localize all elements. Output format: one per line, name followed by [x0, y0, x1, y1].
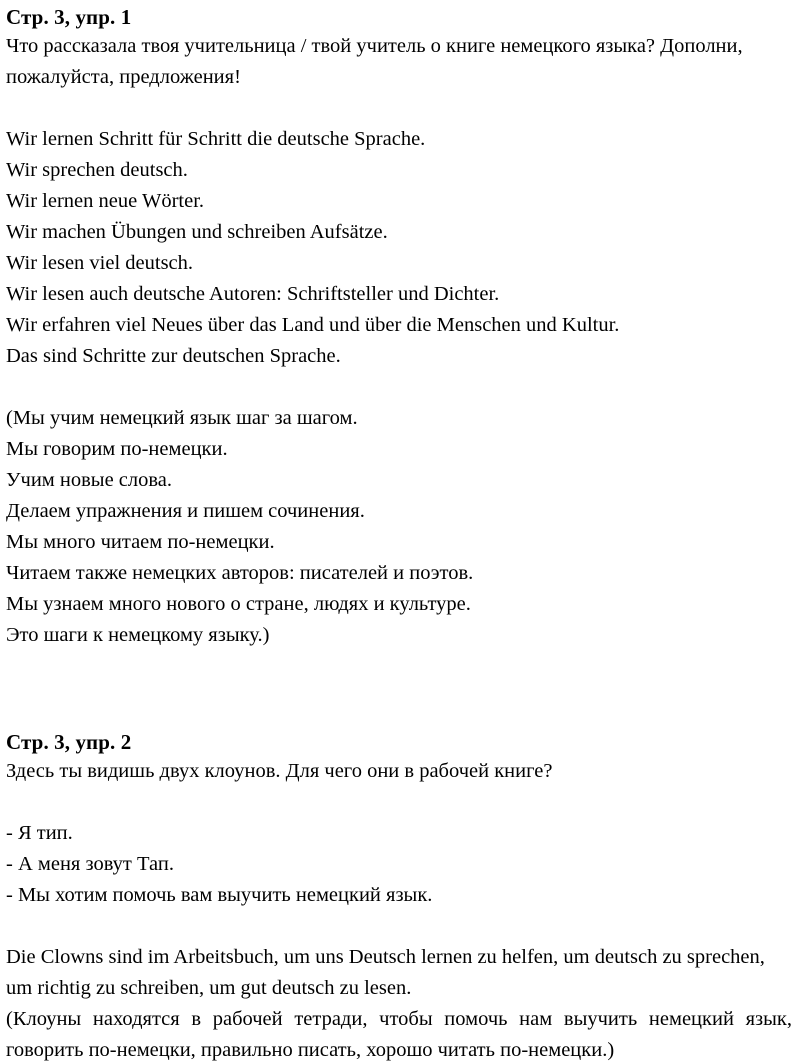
exercise-2-heading: Стр. 3, упр. 2 [6, 730, 132, 754]
german-line: Das sind Schritte zur deutschen Sprache. [6, 345, 341, 367]
german-line: Wir lesen viel deutsch. [6, 252, 194, 274]
russian-line: (Мы учим немецкий язык шаг за шагом. [6, 407, 358, 429]
spacer [6, 93, 792, 124]
german-line: Wir lernen neue Wörter. [6, 190, 205, 212]
spacer [6, 911, 792, 942]
section-spacer [6, 651, 792, 713]
russian-line: Это шаги к немецкому языку.) [6, 624, 270, 646]
russian-line: Делаем упражнения и пишем сочинения. [6, 500, 365, 522]
section-spacer [6, 713, 792, 729]
german-line: Wir machen Übungen und schreiben Aufsätze. [6, 221, 388, 243]
german-line: Wir erfahren viel Neues über das Land und über die Menschen und Kultur. [6, 314, 620, 336]
german-line: Wir sprechen deutsch. [6, 159, 188, 181]
exercise-2-prompt: Здесь ты видишь двух клоунов. Для чего они в рабочей книге? [6, 760, 553, 782]
german-line: Wir lesen auch deutsche Autoren: Schriftsteller und Dichter. [6, 283, 500, 305]
exercise-2-russian-paragraph: (Клоуны находятся в рабочей тетради, чтобы помочь нам выучить немецкий язык, говорить по-немецки, правильно писать, хорошо читать по-немецки.) [6, 1008, 792, 1061]
german-line: Wir lernen Schritt für Schritt die deutsche Sprache. [6, 128, 426, 150]
dialogue-line: - Я тип. [6, 822, 73, 844]
russian-line: Читаем также немецких авторов: писателей и поэтов. [6, 562, 474, 584]
exercise-1-russian-translation [6, 403, 792, 651]
exercise-2-dialogue [6, 818, 792, 911]
exercise-1-heading: Стр. 3, упр. 1 [6, 5, 132, 29]
russian-line: Мы много читаем по-немецки. [6, 531, 275, 553]
dialogue-line: - Мы хотим помочь вам выучить немецкий язык. [6, 884, 433, 906]
spacer [6, 372, 792, 403]
exercise-1-prompt: Что рассказала твоя учительница / твой учитель о книге немецкого языка? Дополни, пожалуйста, предложения! [6, 35, 743, 88]
dialogue-line: - А меня зовут Тап. [6, 853, 174, 875]
exercise-2-section [6, 729, 792, 1064]
russian-line: Мы говорим по-немецки. [6, 438, 228, 460]
russian-line: Мы узнаем много нового о стране, людях и культуре. [6, 593, 471, 615]
exercise-1-section [6, 4, 792, 651]
russian-line: Учим новые слова. [6, 469, 173, 491]
spacer [6, 787, 792, 818]
exercise-1-german-answer [6, 124, 792, 372]
exercise-2-german-paragraph: Die Clowns sind im Arbeitsbuch, um uns Deutsch lernen zu helfen, um deutsch zu sprechen, um richtig zu schreiben, um gut deutsch zu lesen. [6, 946, 765, 999]
